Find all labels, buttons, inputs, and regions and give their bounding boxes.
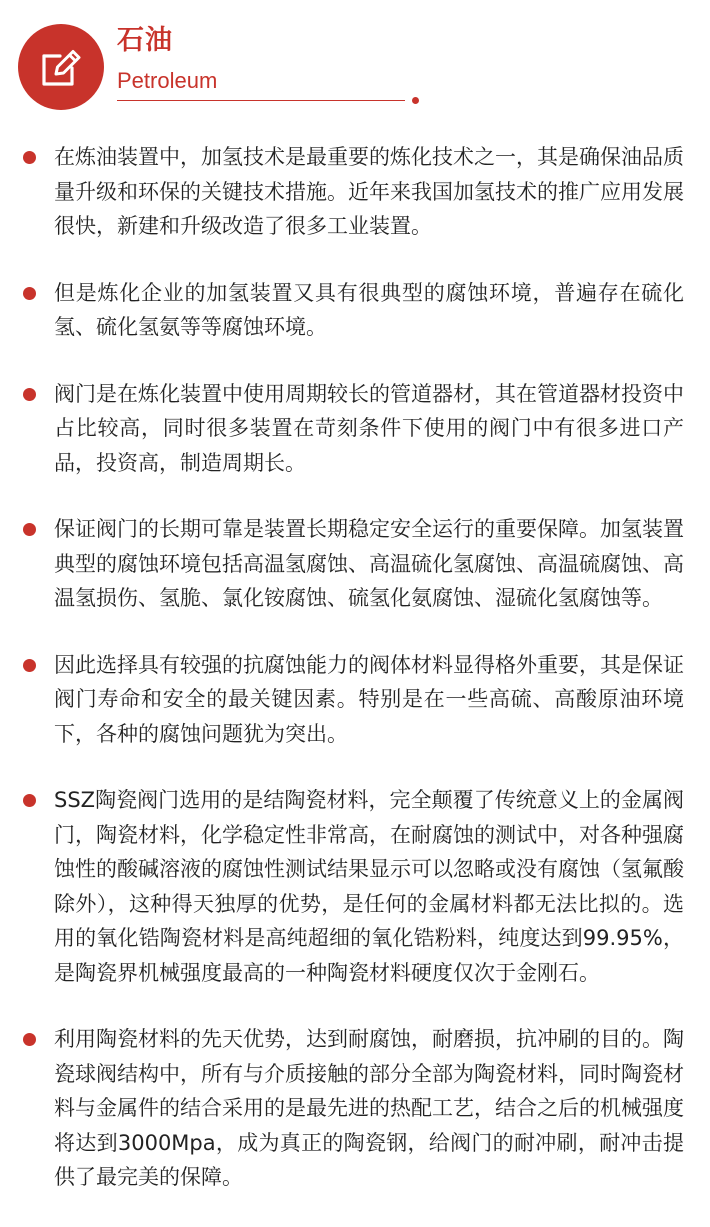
paragraph-text: 在炼油装置中，加氢技术是最重要的炼化技术之一，其是确保油品质量升级和环保的关键技术措施。近年来我国加氢技术的推广应用发展很快，新建和升级改造了很多工业装置。 [54,145,684,238]
bullet-dot-icon [23,1033,36,1046]
page-subtitle: Petroleum [117,68,218,93]
list-item [0,276,710,345]
paragraph-text: 阀门是在炼化装置中使用周期较长的管道器材，其在管道器材投资中占比较高，同时很多装置在苛刻条件下使用的阀门中有很多进口产品，投资高，制造周期长。 [54,381,684,475]
title-divider [117,100,405,101]
list-item [0,1022,710,1195]
divider-dot [412,97,419,104]
bullet-dot-icon [23,151,36,164]
list-item [0,512,710,616]
list-item [0,783,710,990]
list-item [0,648,710,752]
section-header [0,0,710,110]
paragraph-text: 保证阀门的长期可靠是装置长期稳定安全运行的重要保障。加氢装置典型的腐蚀环境包括高温氢腐蚀、高温硫化氢腐蚀、高温硫腐蚀、高温氢损伤、氢脆、氯化铵腐蚀、硫氢化氨腐蚀、湿硫化氢腐蚀等。 [54,517,684,610]
paragraph-text: SSZ陶瓷阀门选用的是结陶瓷材料，完全颠覆了传统意义上的金属阀门，陶瓷材料，化学稳定性非常高，在耐腐蚀的测试中，对各种强腐蚀性的酸碱溶液的腐蚀性测试结果显示可以忽略或没有腐蚀（氢氟酸除外），这种得天独厚的优势，是任何的金属材料都无法比拟的。选用的氧化锆陶瓷材料是高纯超细的氧化锆粉料，纯度达到99.95%，是陶瓷界机械强度最高的一种陶瓷材料硬度仅次于金刚石。 [54,788,684,985]
bullet-dot-icon [23,388,36,401]
header-icon-badge [18,24,104,110]
bullet-dot-icon [23,523,36,536]
list-item [0,377,710,481]
edit-icon [40,46,82,88]
bullet-dot-icon [23,794,36,807]
paragraph-text: 但是炼化企业的加氢装置又具有很典型的腐蚀环境，普遍存在硫化氢、硫化氢氨等等腐蚀环境。 [54,280,684,339]
bullet-dot-icon [23,287,36,300]
paragraph-text: 因此选择具有较强的抗腐蚀能力的阀体材料显得格外重要，其是保证阀门寿命和安全的最关键因素。特别是在一些高硫、高酸原油环境下，各种的腐蚀问题犹为突出。 [54,652,684,746]
bullet-list [0,140,710,1227]
bullet-dot-icon [23,659,36,672]
paragraph-text: 利用陶瓷材料的先天优势，达到耐腐蚀，耐磨损，抗冲刷的目的。陶瓷球阀结构中，所有与介质接触的部分全部为陶瓷材料，同时陶瓷材料与金属件的结合采用的是最先进的热配工艺，结合之后的机械强度将达到3000Mpa，成为真正的陶瓷钢，给阀门的耐冲刷，耐冲击提供了最完美的保障。 [54,1027,684,1189]
list-item [0,140,710,244]
page-title: 石油 [117,25,173,56]
